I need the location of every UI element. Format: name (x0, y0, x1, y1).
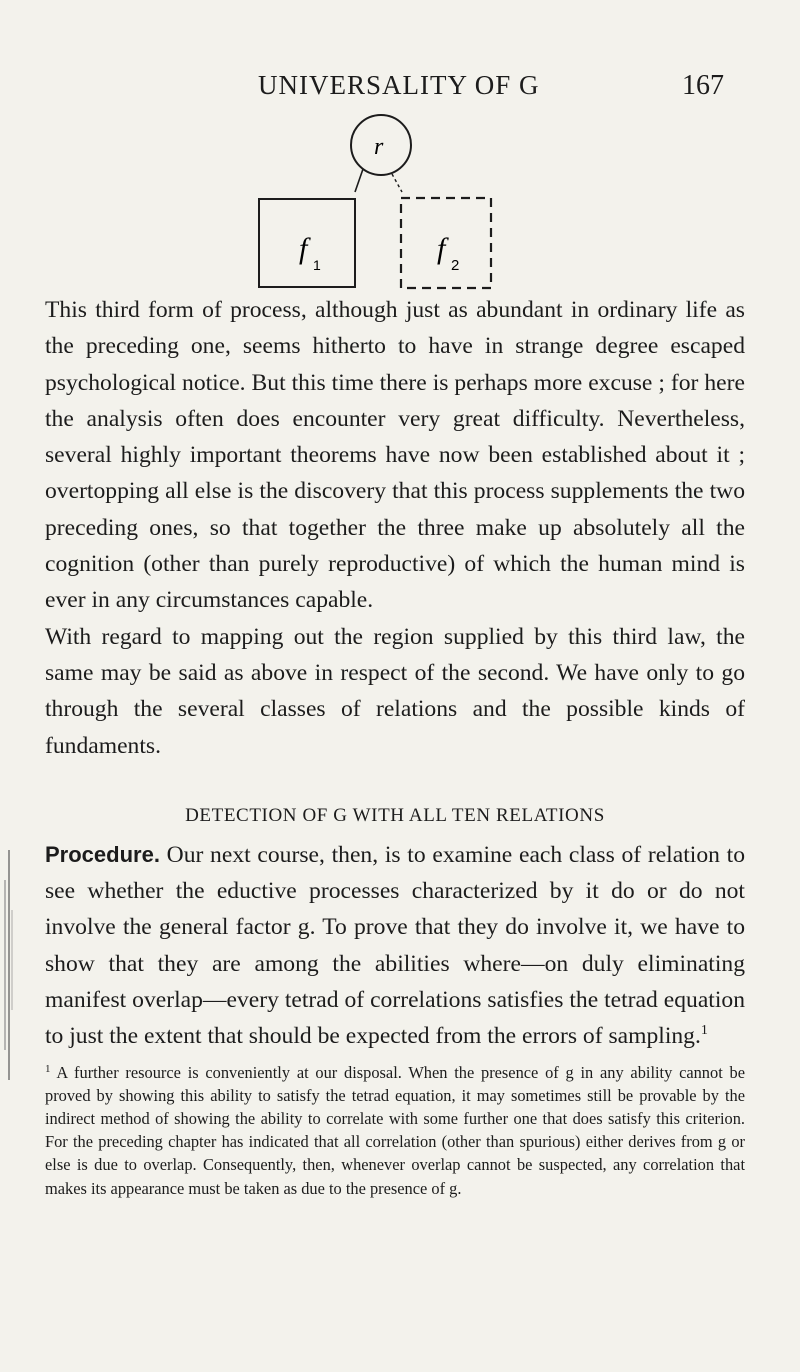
procedure-text: Our next course, then, is to examine each class of relation to see whether the eductive processes characterized by it do or do not involve the general factor g. To prove that they do involve it, we have to show that they are among the abilities where—on duly eliminating manifest overlap—every tetrad of correlations satisfies the tetrad equation to just the extent that should be expected from the errors of sampling. (45, 841, 745, 1050)
connector-right (392, 174, 402, 192)
box1-subscript: 1 (313, 257, 321, 273)
footnote-reference[interactable]: 1 (700, 1023, 708, 1039)
footnote (45, 1061, 745, 1200)
page-header (0, 70, 800, 110)
box2-label: f (437, 232, 446, 265)
section-heading: DETECTION OF G WITH ALL TEN RELATIONS (185, 804, 605, 826)
box1-label: f (299, 232, 308, 265)
page-number: 167 (682, 70, 724, 101)
footnote-text: A further resource is conveniently at our disposal. When the presence of g in any ability cannot be proved by showing this ability to satisfy the tetrad equation, it may sometimes still be provable by the indirect method of showing the ability to correlate with some further one that does satisfy this criterion. For the preceding chapter has indicated that all correlation (other than spurious) either derives from g or else is due to overlap. Consequently, then, whenever overlap cannot be suspected, any correlation that makes its appearance must be taken as due to the presence of g. (45, 1062, 745, 1198)
page-body (45, 292, 745, 1216)
run-in-heading: Procedure. (45, 841, 160, 867)
paragraph-procedure (45, 837, 745, 1055)
circle-label: r (374, 134, 384, 160)
dashed-box (401, 198, 491, 288)
process-diagram (255, 112, 495, 312)
paragraph-mapping-region: With regard to mapping out the region supplied by this third law, the same may be said as above in respect of the second. We have only to go through the several classes of relations and the possible kinds of fundaments. (45, 623, 745, 759)
box2-subscript: 2 (451, 257, 460, 274)
connector-left (355, 169, 363, 192)
paragraph-third-form: This third form of process, although just as abundant in ordinary life as the preceding one, seems hitherto to have in strange degree escaped psychological notice. But this time there is perhaps more excuse ; for here the analysis often does encounter very great difficulty. Nevertheless, several highly important theorems have now been established about it ; overtopping all else is the discovery that this process supplements the two preceding ones, so that together the three make up absolutely all the cognition (other than purely reproductive) of which the human mind is ever in any circumstances capable. (45, 297, 745, 614)
footnote-mark: 1 (45, 1062, 51, 1075)
process-diagram-svg (255, 112, 495, 312)
page-edge-shadow (0, 850, 14, 1080)
running-head: UNIVERSALITY OF G (258, 70, 540, 100)
